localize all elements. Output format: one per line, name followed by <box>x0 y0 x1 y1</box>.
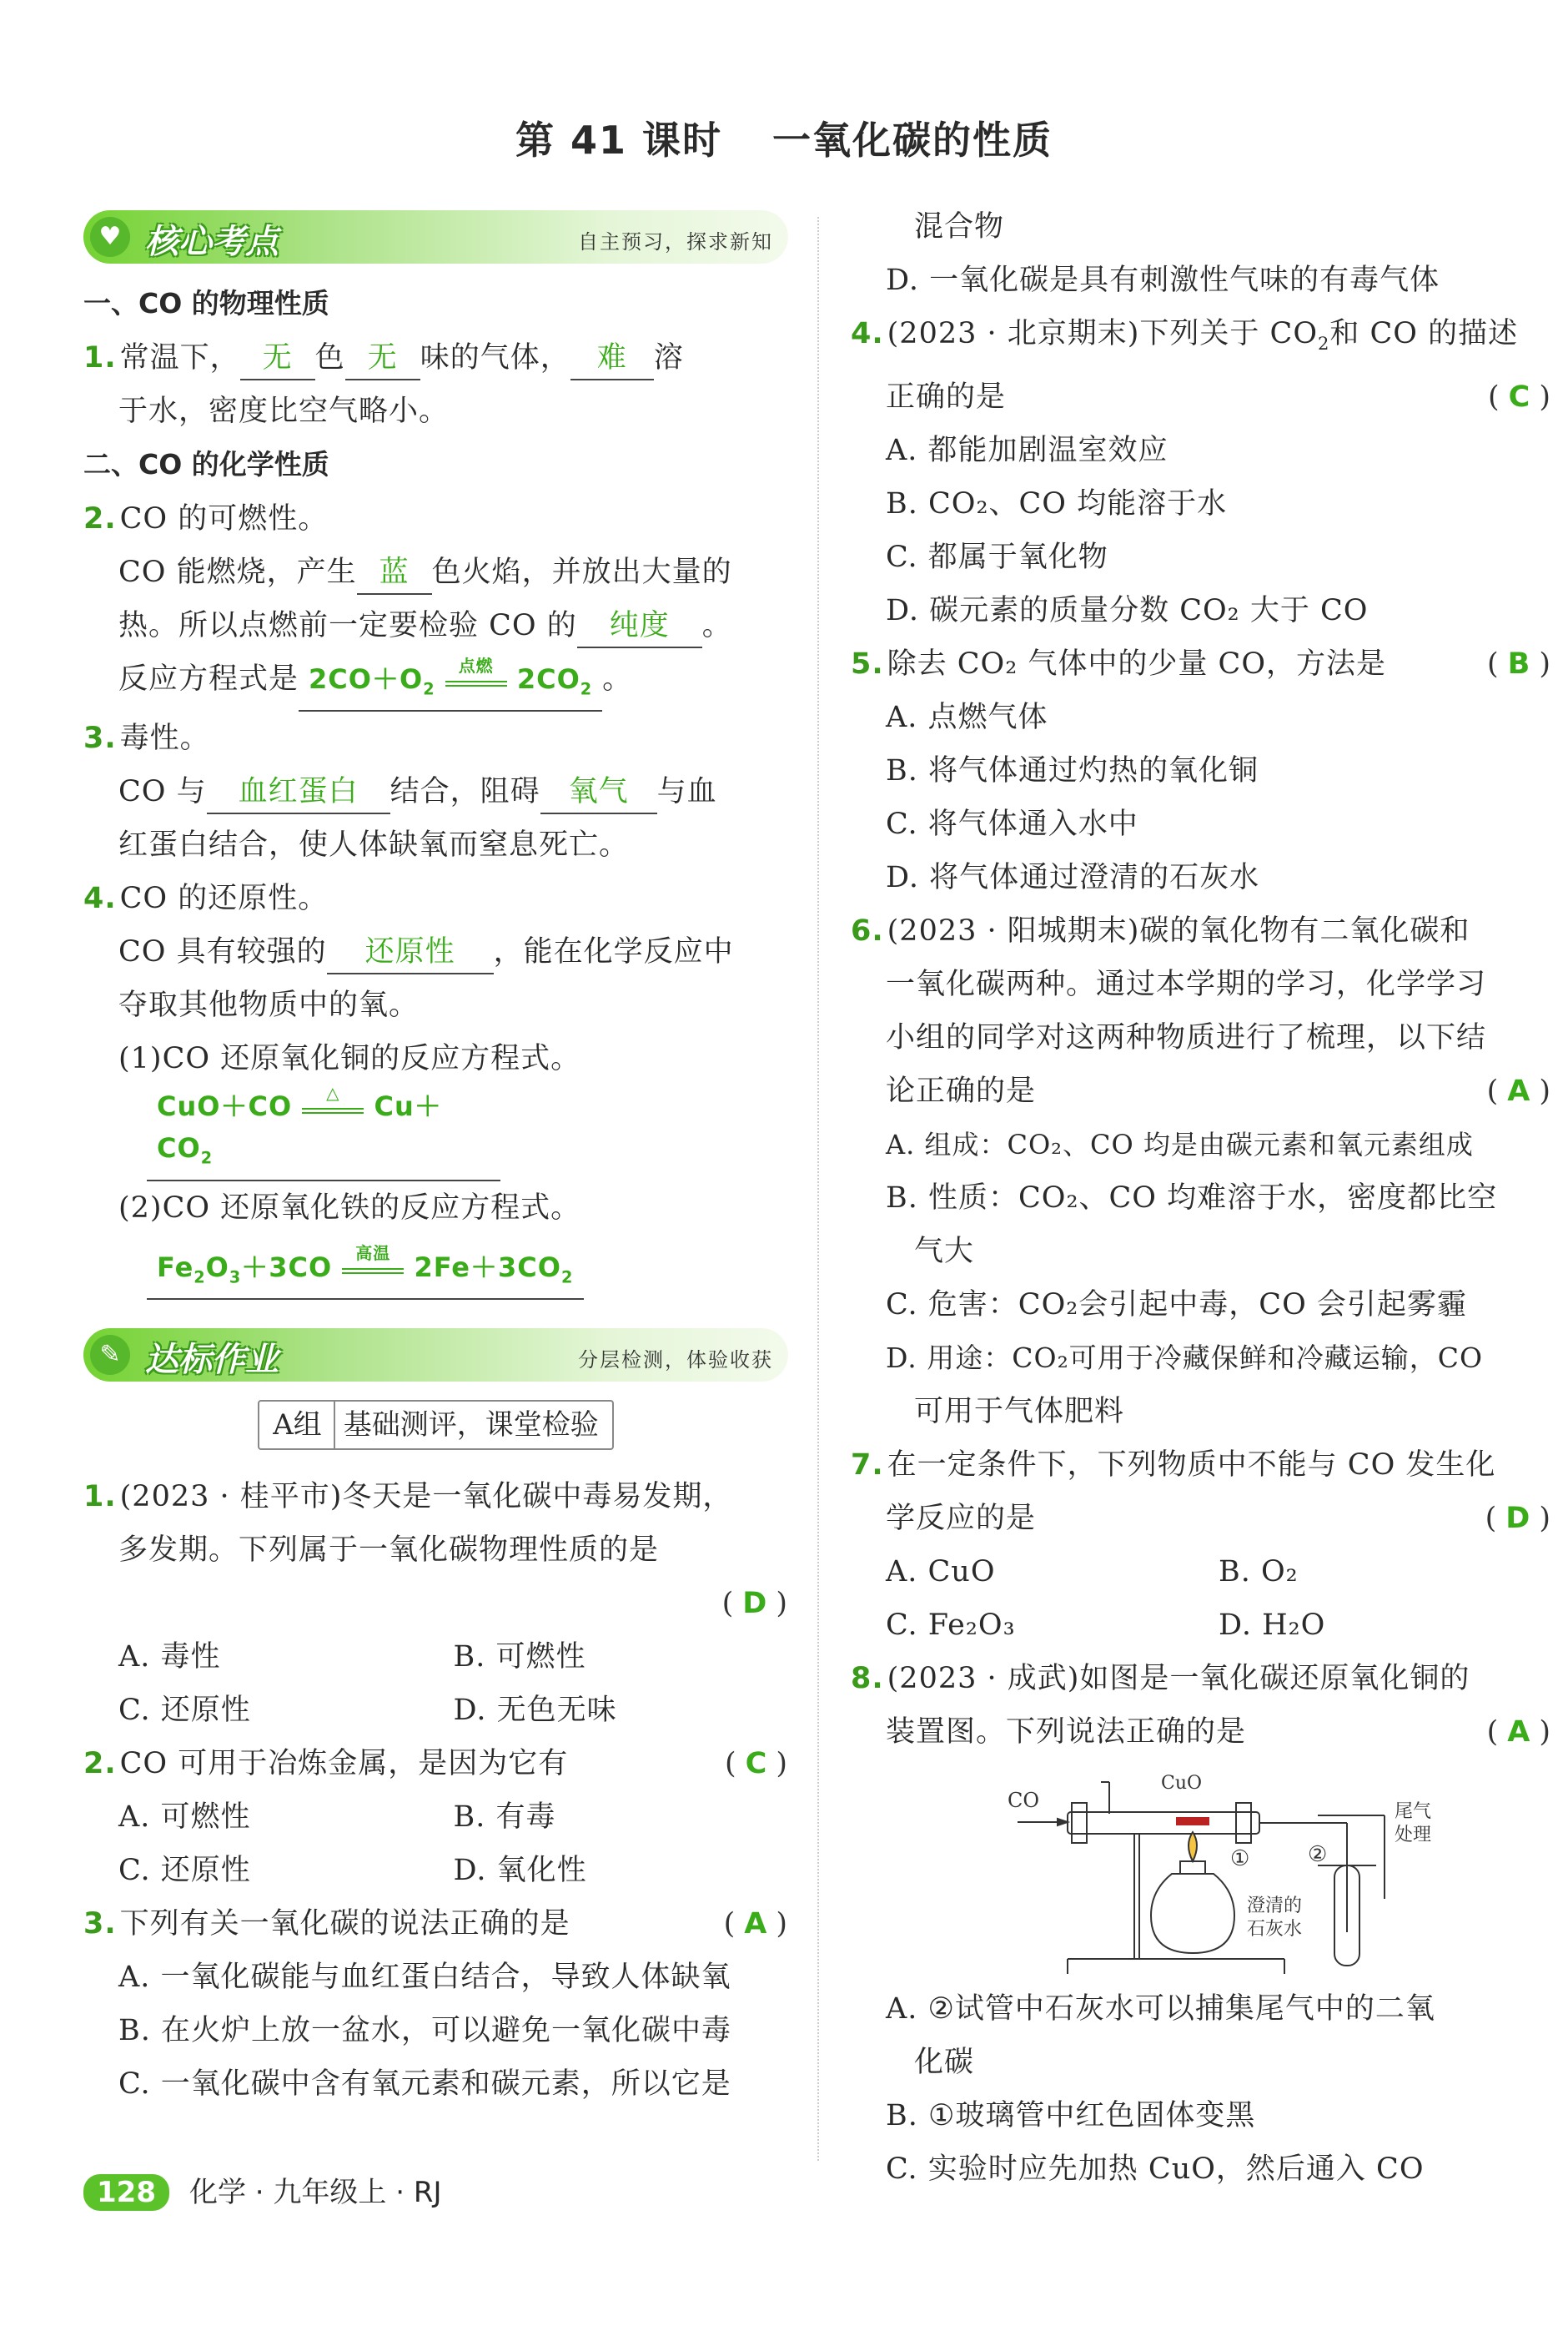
book-info: 化学 · 九年级上 · RJ <box>188 2176 442 2209</box>
label-marker-2: ② <box>1308 1842 1328 1867</box>
equation-line <box>83 1082 788 1181</box>
option-continued: 可用于气体肥料 <box>914 1395 1125 1428</box>
option: D. 碳元素的质量分数 CO₂ 大于 CO <box>886 594 1369 627</box>
answer-bracket: ( B ) <box>1487 647 1551 681</box>
options: C. 还原性 D. 无色无味 <box>118 1694 617 1728</box>
answer-bracket: ( D ) <box>721 1587 788 1621</box>
option: A. 点燃气体 <box>886 701 1048 734</box>
text-line: 一氧化碳两种。通过本学期的学习，化学学习 <box>886 968 1487 1001</box>
text-line: CO 能燃烧，产生 蓝 色火焰，并放出大量的 <box>83 546 788 599</box>
option: A. 都能加剧温室效应 <box>886 434 1168 467</box>
equation-line <box>83 1235 788 1300</box>
option: C. 一氧化碳中含有氧元素和碳元素，所以它是 <box>118 2067 731 2102</box>
group-label: A组 基础测评，课堂检验 <box>83 1400 788 1450</box>
homework-question-5: 5. 除去 CO₂ 气体中的少量 CO，方法是 ( B ) <box>851 637 1551 691</box>
page-title <box>0 110 1568 165</box>
reaction-condition: 高温 <box>342 1263 404 1274</box>
section-heading: 一、CO 的物理性质 <box>83 287 329 320</box>
page-footer <box>83 2169 441 2211</box>
label-lime-2: 石灰水 <box>1247 1919 1303 1940</box>
question-3: 3. 毒性。 <box>83 722 210 756</box>
text-line: 红蛋白结合，使人体缺氧而窒息死亡。 <box>118 828 630 863</box>
text-line: 正确的是 ( C ) <box>851 370 1551 424</box>
question-1: 1. 常温下， 无 色 无 味的气体， 难 溶 <box>83 331 788 385</box>
text-line: 装置图。下列说法正确的是 ( A ) <box>851 1705 1551 1759</box>
text-line: 小组的同学对这两种物质进行了梳理，以下结 <box>886 1021 1487 1055</box>
answer-bracket: ( C ) <box>1488 380 1551 414</box>
core-points-banner <box>83 210 788 264</box>
lesson-number: 第 41 课时 <box>515 118 723 163</box>
answer-blank: 氧气 <box>540 771 657 814</box>
option: B. 将气体通过灼热的氧化铜 <box>886 754 1259 788</box>
answer-blank: 还原性 <box>327 931 494 974</box>
answer-line <box>83 1577 788 1630</box>
answer-blank: 血红蛋白 <box>207 771 390 814</box>
text-line: 论正确的是 ( A ) <box>851 1065 1551 1118</box>
banner-slogan: 自主预习，探求新知 <box>578 230 773 254</box>
answer-blank: 难 <box>570 337 654 380</box>
label-lime-1: 澄清的 <box>1247 1895 1303 1916</box>
options: A. 毒性 B. 可燃性 <box>118 1640 586 1674</box>
answer-blank: 蓝 <box>357 551 432 595</box>
label-cuo: CuO <box>1161 1773 1203 1794</box>
option-continued: 气大 <box>914 1235 975 1268</box>
option: A. 组成：CO₂、CO 均是由碳元素和氧元素组成 <box>886 1129 1474 1160</box>
answer-blank: 无 <box>240 337 315 380</box>
options: A. CuO B. O₂ <box>886 1555 1299 1588</box>
banner-slogan: 分层检测，体验收获 <box>578 1348 773 1372</box>
answer-bracket: ( A ) <box>1486 1075 1551 1108</box>
homework-question-6: 6. (2023 · 阳城期末)碳的氧化物有二氧化碳和 <box>851 914 1470 948</box>
text-line: CO 与 血红蛋白 结合，阻碍 氧气 与血 <box>83 765 788 818</box>
banner-label: 核心考点 <box>145 223 279 261</box>
heart-icon: ♥ <box>90 217 130 257</box>
text-line: (1)CO 还原氧化铜的反应方程式。 <box>118 1042 581 1076</box>
left-column <box>83 210 788 2111</box>
option: A. ②试管中石灰水可以捕集尾气中的二氧 <box>886 1992 1435 2026</box>
question-2: 2. CO 的可燃性。 <box>83 502 329 536</box>
option: B. 在火炉上放一盆水，可以避免一氧化碳中毒 <box>118 2014 731 2048</box>
text-line: 多发期。下列属于一氧化碳物理性质的是 <box>118 1533 660 1568</box>
homework-banner <box>83 1328 788 1382</box>
apparatus-figure <box>851 1765 1551 1974</box>
option: A. 一氧化碳能与血红蛋白结合，导致人体缺氧 <box>118 1961 731 1995</box>
option: B. ①玻璃管中红色固体变黑 <box>886 2099 1256 2132</box>
option: B. CO₂、CO 均能溶于水 <box>886 487 1228 521</box>
equation-blank: $Fe_2O_3+3CO$ 高温 $2Fe+3CO_2$ <box>147 1246 584 1300</box>
option-continued: 混合物 <box>914 210 1005 244</box>
equation-blank: CuO＋CO △ $Cu+CO_2$ <box>147 1085 500 1181</box>
reaction-condition: 点燃 <box>445 676 507 687</box>
text-line: 热。所以点燃前一定要检验 CO 的 纯度 。 <box>83 599 788 652</box>
text-line: 反应方程式是 $2CO+O_2$ 点燃 $2CO_2$ 。 <box>83 652 788 712</box>
answer-bracket: ( A ) <box>1486 1715 1551 1749</box>
homework-question-4: 4. (2023 · 北京期末)下列关于 $CO_2$和 CO 的描述 <box>851 317 1519 354</box>
text-line: CO 具有较强的 还原性 ，能在化学反应中 <box>83 925 788 979</box>
option-continued: 化碳 <box>914 2046 975 2079</box>
lesson-topic: 一氧化碳的性质 <box>772 118 1053 163</box>
options: A. 可燃性 B. 有毒 <box>118 1800 556 1835</box>
option: C. 危害：CO₂会引起中毒，CO 会引起雾霾 <box>886 1288 1467 1322</box>
answer-blank: 纯度 <box>577 605 702 648</box>
pencil-icon: ✎ <box>90 1335 130 1375</box>
question-4: 4. CO 的还原性。 <box>83 882 329 916</box>
option: B. 性质：CO₂、CO 均难溶于水，密度都比空 <box>886 1181 1498 1215</box>
reaction-condition: △ <box>302 1103 364 1114</box>
text-line: 于水，密度比空气略小。 <box>118 395 450 428</box>
option: C. 实验时应先加热 CuO，然后通入 CO <box>886 2152 1425 2186</box>
answer-bracket: ( A ) <box>723 1907 788 1941</box>
homework-question-1: 1. (2023 · 桂平市)冬天是一氧化碳中毒易发期， <box>83 1480 733 1514</box>
homework-question-2: 2. CO 可用于冶炼金属，是因为它有 ( C ) <box>83 1737 788 1790</box>
homework-question-3: 3. 下列有关一氧化碳的说法正确的是 ( A ) <box>83 1897 788 1951</box>
equation-blank: $2CO+O_2$ 点燃 $2CO_2$ <box>299 658 602 712</box>
option: D. 将气体通过澄清的石灰水 <box>886 861 1260 894</box>
homework-question-7: 7. 在一定条件下，下列物质中不能与 CO 发生化 <box>851 1448 1496 1482</box>
right-column <box>851 200 1551 2196</box>
label-tail-1: 尾气 <box>1395 1801 1432 1822</box>
section-heading: 二、CO 的化学性质 <box>83 448 329 481</box>
option: D. 用途：CO₂可用于冷藏保鲜和冷藏运输，CO <box>886 1342 1484 1374</box>
text-line: (2)CO 还原氧化铁的反应方程式。 <box>118 1191 581 1225</box>
label-marker-1: ① <box>1230 1846 1250 1871</box>
label-co: CO <box>1008 1789 1040 1812</box>
label-tail-2: 处理 <box>1395 1825 1432 1845</box>
answer-bracket: ( D ) <box>1485 1502 1551 1535</box>
banner-label: 达标作业 <box>145 1341 279 1380</box>
options: C. 还原性 D. 氧化性 <box>118 1854 587 1888</box>
answer-bracket: ( C ) <box>725 1747 788 1781</box>
option: D. 一氧化碳是具有刺激性气味的有毒气体 <box>886 264 1440 297</box>
options: C. Fe₂O₃ D. H₂O <box>886 1608 1326 1642</box>
answer-blank: 无 <box>345 337 420 380</box>
homework-question-8: 8. (2023 · 成武)如图是一氧化碳还原氧化铜的 <box>851 1662 1470 1695</box>
column-divider <box>817 217 819 2161</box>
text-line: 学反应的是 ( D ) <box>851 1492 1551 1545</box>
page-number: 128 <box>83 2174 169 2211</box>
option: C. 将气体通入水中 <box>886 808 1138 841</box>
co-reduction-apparatus-diagram <box>851 1765 1551 1974</box>
text-line: 夺取其他物质中的氧。 <box>118 989 420 1023</box>
option: C. 都属于氧化物 <box>886 541 1108 574</box>
